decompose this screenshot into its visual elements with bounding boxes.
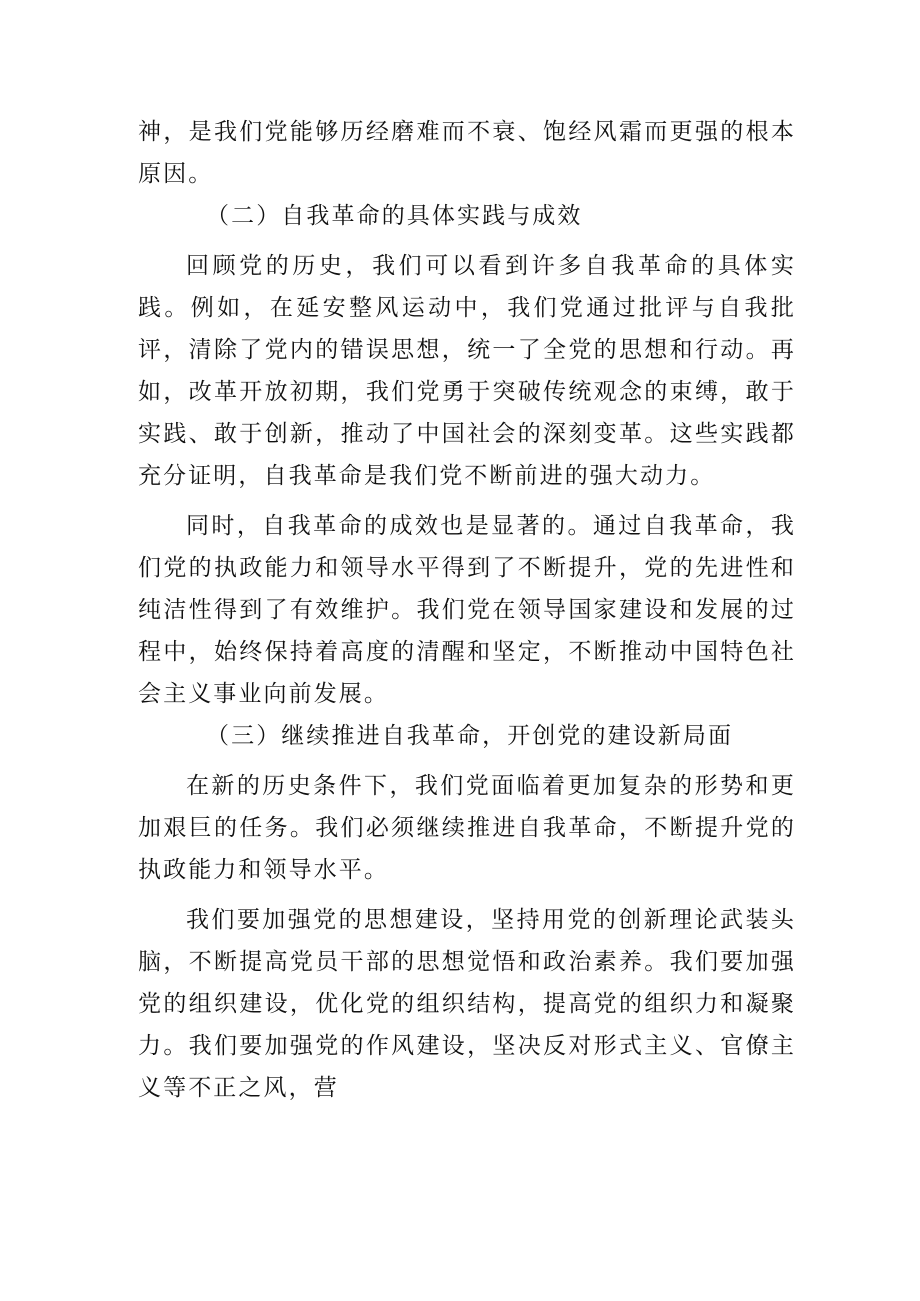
paragraph-new-conditions: 在新的历史条件下，我们党面临着更加复杂的形势和更加艰巨的任务。我们必须继续推进自我革命，不断提升党的执政能力和领导水平。 [138, 773, 796, 883]
paragraph-results: 同时，自我革命的成效也是显著的。通过自我革命，我们党的执政能力和领导水平得到了不断提升，党的先进性和纯洁性得到了有效维护。我们党在领导国家建设和发展的过程中，始终保持着高度的清醒和坚定，不断推动中国特色社会主义事业向前发展。 [138, 513, 796, 707]
section-heading-2: （二）自我革命的具体实践与成效 [206, 203, 583, 229]
paragraph-continuation: 神，是我们党能够历经磨难而不衰、饱经风霜而更强的根本原因。 [138, 119, 796, 187]
paragraph-party-building: 我们要加强党的思想建设，坚持用党的创新理论武装头脑，不断提高党员干部的思想觉悟和政治素养。我们要加强党的组织建设，优化党的组织结构，提高党的组织力和凝聚力。我们要加强党的作风建设，坚决反对形式主义、官僚主义等不正之风，营 [138, 907, 796, 1101]
paragraph-practice: 回顾党的历史，我们可以看到许多自我革命的具体实践。例如，在延安整风运动中，我们党通过批评与自我批评，清除了党内的错误思想，统一了全党的思想和行动。再如，改革开放初期，我们党勇于突破传统观念的束缚，敢于实践、敢于创新，推动了中国社会的深刻变革。这些实践都充分证明，自我革命是我们党不断前进的强大动力。 [138, 253, 796, 489]
document-body [138, 111, 796, 1109]
section-heading-3: （三）继续推进自我革命，开创党的建设新局面 [206, 723, 734, 749]
